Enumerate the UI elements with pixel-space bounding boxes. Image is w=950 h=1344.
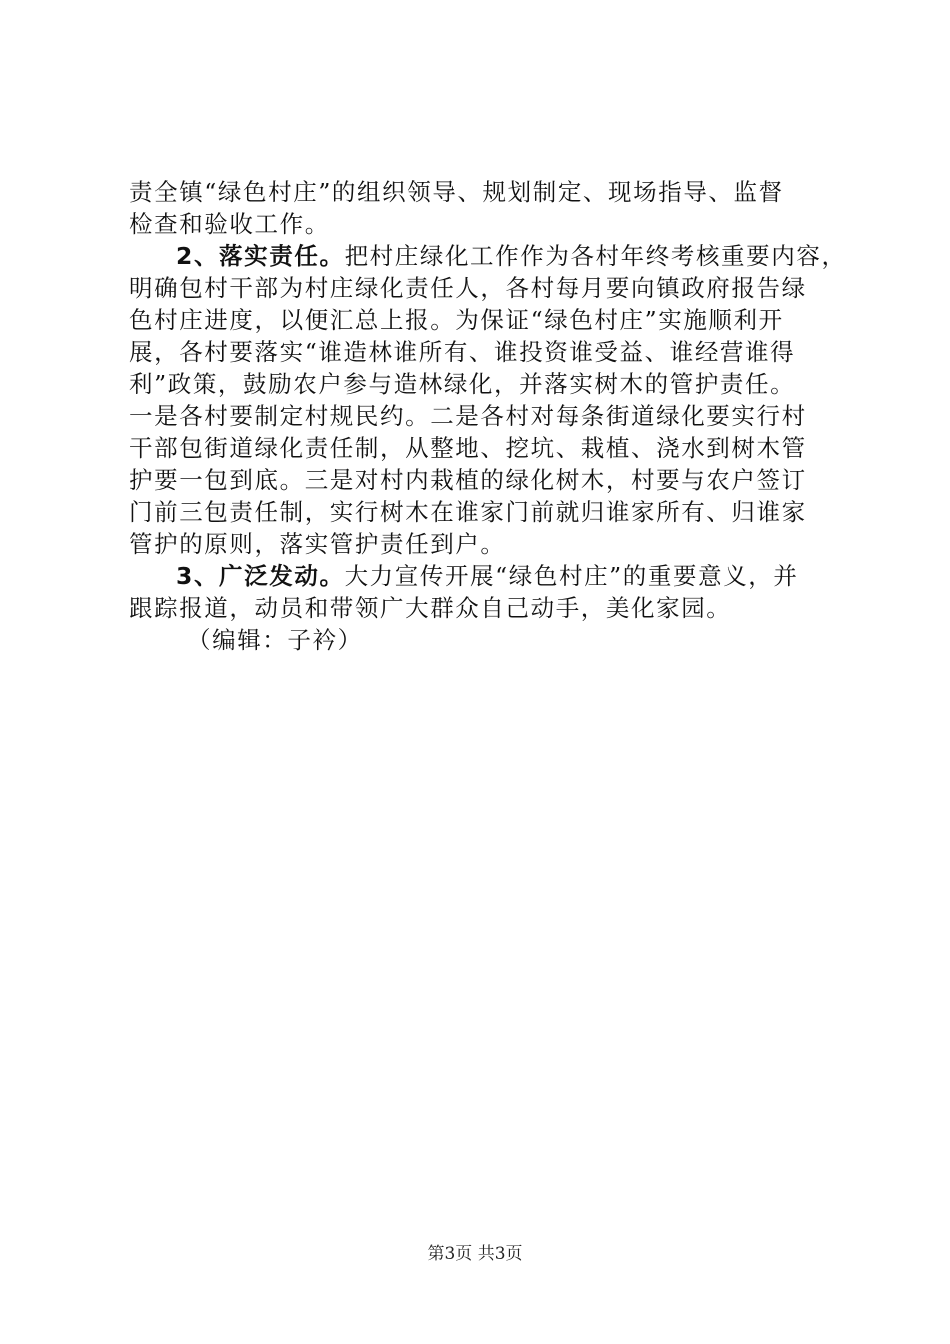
text-line: 展，各村要落实“谁造林谁所有、谁投资谁受益、谁经营谁得 bbox=[129, 338, 796, 366]
page-footer: 第3页 共3页 bbox=[427, 1244, 523, 1264]
text-line: 检查和验收工作。 bbox=[129, 210, 330, 238]
section-2-line bbox=[129, 240, 847, 272]
document-body bbox=[129, 176, 847, 656]
text-line: 跟踪报道，动员和带领广大群众自己动手，美化家园。 bbox=[129, 594, 732, 622]
section-heading-3: 3、广泛发动。 bbox=[176, 562, 345, 590]
text-line: 门前三包责任制，实行树木在谁家门前就归谁家所有、归谁家 bbox=[129, 498, 807, 526]
text-line: 明确包村干部为村庄绿化责任人，各村每月要向镇政府报告绿 bbox=[129, 274, 807, 302]
text-line: 护要一包到底。三是对村内栽植的绿化树木，村要与农户签订 bbox=[129, 466, 807, 494]
section-text: 大力宣传开展“绿色村庄”的重要意义，并 bbox=[344, 562, 799, 590]
section-heading-2: 2、落实责任。 bbox=[176, 242, 345, 270]
text-line: 责全镇“绿色村庄”的组织领导、规划制定、现场指导、监督 bbox=[129, 178, 784, 206]
text-line: 干部包街道绿化责任制，从整地、挖坑、栽植、浇水到树木管 bbox=[129, 434, 807, 462]
section-text: 把村庄绿化工作作为各村年终考核重要内容， bbox=[344, 242, 847, 270]
text-line: 一是各村要制定村规民约。二是各村对每条街道绿化要实行村 bbox=[129, 402, 807, 430]
section-3-line bbox=[129, 560, 829, 592]
text-line: 利”政策，鼓励农户参与造林绿化，并落实树木的管护责任。 bbox=[129, 370, 796, 398]
text-line: 色村庄进度，以便汇总上报。为保证“绿色村庄”实施顺利开 bbox=[129, 306, 784, 334]
editor-credit: （编辑：子衿） bbox=[187, 626, 363, 654]
text-line: 管护的原则，落实管护责任到户。 bbox=[129, 530, 506, 558]
